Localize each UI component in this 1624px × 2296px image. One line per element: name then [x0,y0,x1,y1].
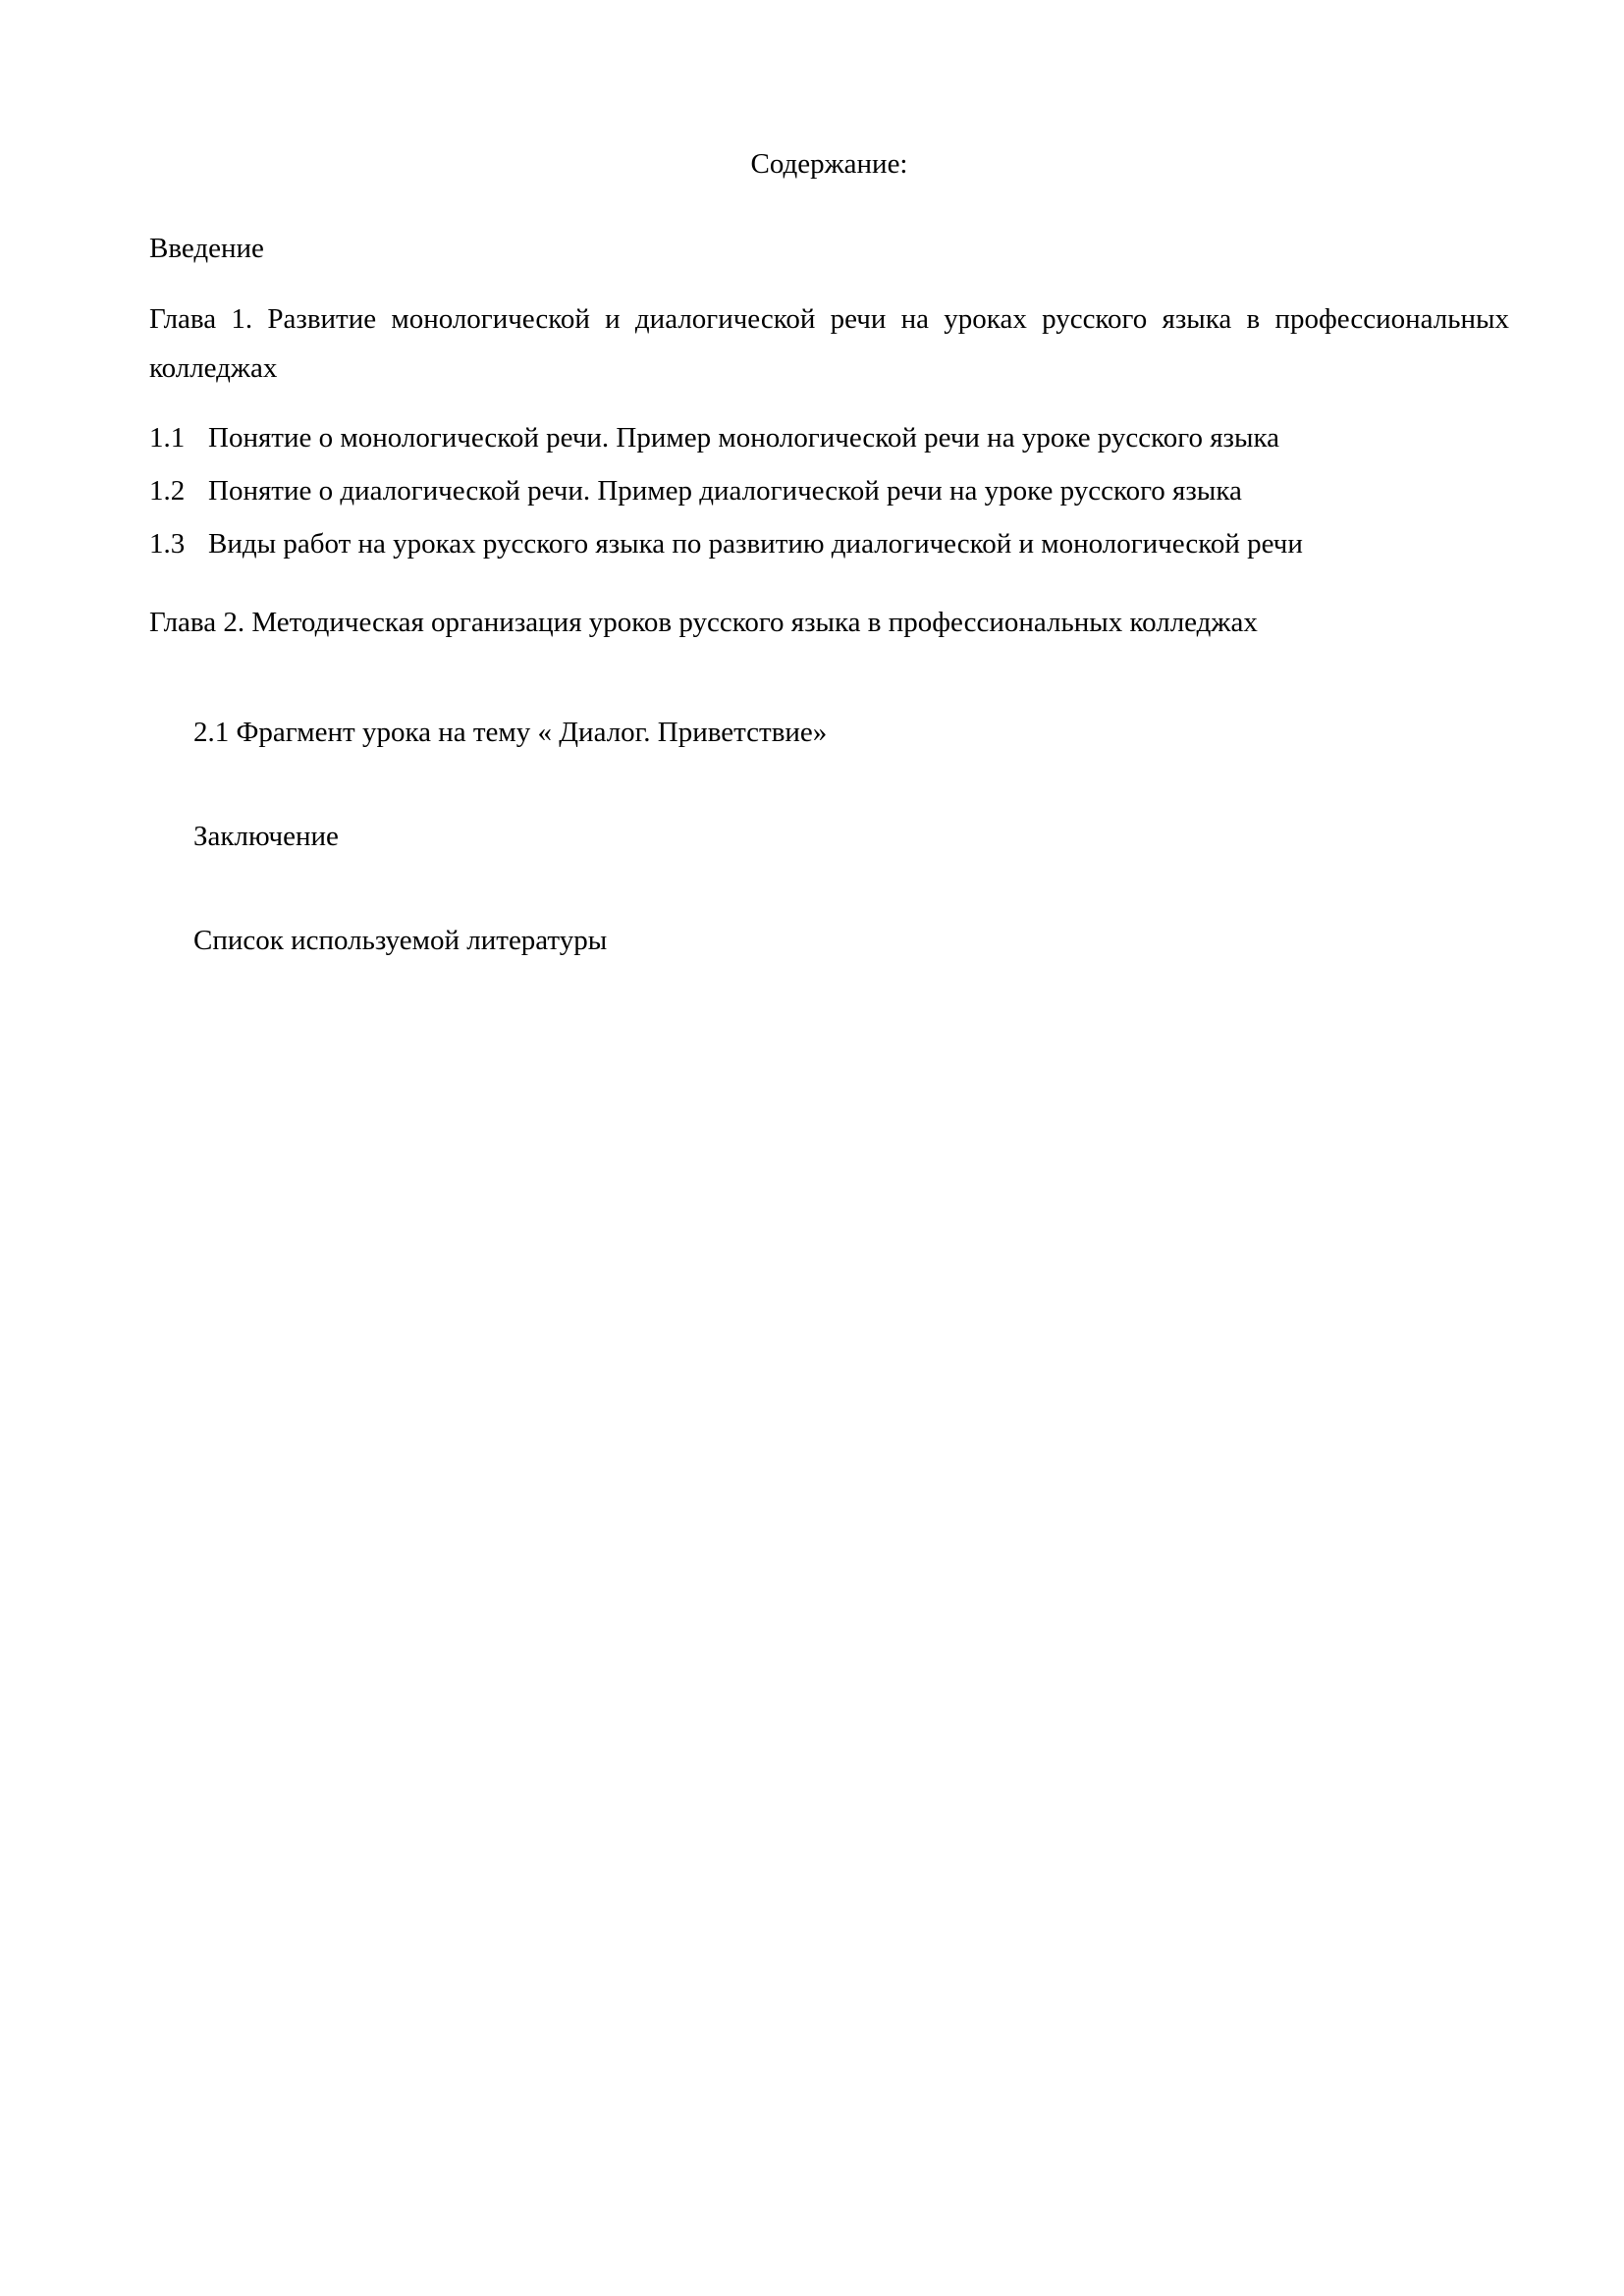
spacer-before-2-1 [149,669,1509,709]
toc-number-1-3: 1.3 [149,528,186,561]
toc-entry-1-1 [149,414,1509,463]
toc-entry-introduction: Введение [149,232,264,264]
toc-entry-conclusion: Заключение [193,820,339,852]
toc-entry-chapter-1: Глава 1. Развитие монологической и диалогической речи на уроках русского языка в профессиональных колледжах [149,302,1509,384]
document-body [149,147,1509,966]
toc-entry-references: Список используемой литературы [193,924,608,956]
toc-number-1-2: 1.2 [149,475,186,507]
toc-entry-1-2 [149,467,1509,516]
toc-number-1-1: 1.1 [149,422,186,454]
spacer-before-conclusion [149,758,1509,813]
toc-text-1-1: Понятие о монологической речи. Пример монологической речи на уроке русского языка [208,422,1280,454]
toc-text-1-2: Понятие о диалогической речи. Пример диалогической речи на уроке русского языка [208,475,1242,507]
toc-entry-chapter-2: Глава 2. Методическая организация уроков русского языка в профессиональных колледжах [149,607,1258,639]
toc-text-1-3: Виды работ на уроках русского языка по развитию диалогической и монологической речи [208,528,1303,561]
spacer-before-references [149,862,1509,917]
toc-entry-1-3 [149,520,1509,569]
toc-subentries-chapter-1 [149,414,1509,569]
toc-entry-2-1: 2.1 Фрагмент урока на тему « Диалог. Приветствие» [193,716,828,748]
page-title: Содержание: [750,148,908,180]
